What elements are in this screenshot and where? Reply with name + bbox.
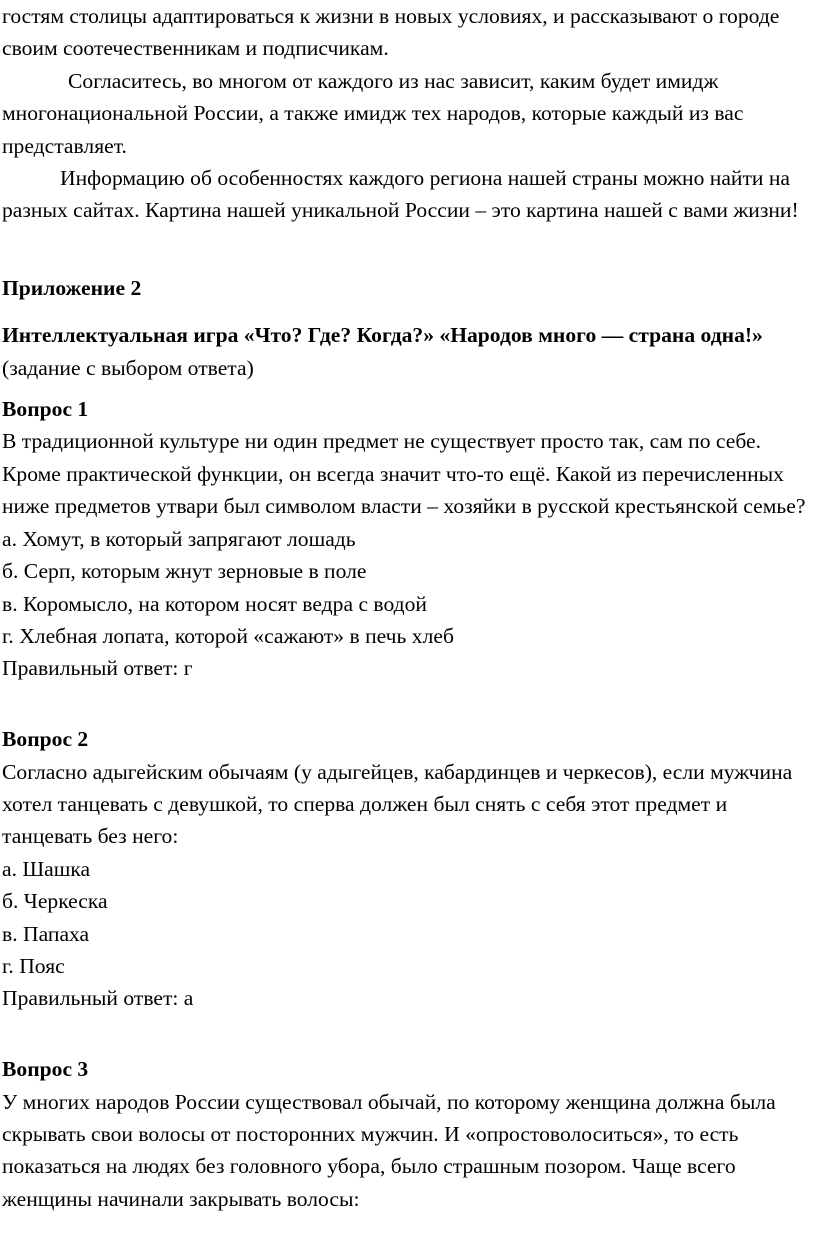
question-1-answer: Правильный ответ: г <box>2 656 193 681</box>
question-3-text: У многих народов России существовал обычай, по которому женщина должна была скрывать свои волосы от посторонних мужчин. И «опростоволоситься», то есть показаться на людях без головного убора, было страшным позором. Чаще всего женщины начинали закрывать волосы: <box>2 1089 776 1211</box>
question-2-text: Согласно адыгейским обычаям (у адыгейцев, кабардинцев и черкесов), если мужчина хотел танцевать с девушкой, то сперва должен был снять с себя этот предмет и танцевать без него: <box>2 759 793 849</box>
question-2-answer: Правильный ответ: а <box>2 986 194 1011</box>
spacer <box>2 304 810 319</box>
question-1-option-c: в. Коромысло, на котором носят ведра с водой <box>2 591 427 616</box>
game-subtitle: (задание с выбором ответа) <box>2 355 254 380</box>
question-1-text: В традиционной культуре ни один предмет не существует просто так, сам по себе. Кроме практической функции, он всегда значит что-то ещё. Какой из перечисленных ниже предметов утвари был символом власти – хозяйки в русской крестьянской семье? <box>2 429 806 519</box>
question-1-heading: Вопрос 1 <box>2 397 89 422</box>
question-2-option-a: а. Шашка <box>2 856 91 881</box>
question-2-option-c: в. Папаха <box>2 921 90 946</box>
question-3-heading: Вопрос 3 <box>2 1057 89 1082</box>
game-title: Интеллектуальная игра «Что? Где? Когда?» «Народов много — страна одна!» <box>2 323 763 348</box>
appendix-title: Приложение 2 <box>2 275 142 300</box>
question-2-option-d: г. Пояс <box>2 953 65 978</box>
question-1-option-d: г. Хлебная лопата, которой «сажают» в печь хлеб <box>2 623 454 648</box>
intro-paragraph-3: Информацию об особенностях каждого региона нашей страны можно найти на разных сайтах. Картина нашей уникальной России – это картина нашей с вами жизни! <box>2 166 799 223</box>
intro-paragraph-1: гостям столицы адаптироваться к жизни в новых условиях, и рассказывают о городе своим соотечественникам и подписчикам. <box>2 4 780 61</box>
spacer <box>2 227 810 272</box>
question-2-heading: Вопрос 2 <box>2 727 89 752</box>
spacer <box>2 1021 810 1053</box>
question-2-option-b: б. Черкеска <box>2 889 108 914</box>
spacer <box>2 691 810 723</box>
spacer <box>2 384 810 393</box>
intro-paragraph-2: Согласитесь, во многом от каждого из нас зависит, каким будет имидж многонациональной России, а также имидж тех народов, которые каждый из вас представляет. <box>2 68 744 158</box>
question-1-option-a: а. Хомут, в который запрягают лошадь <box>2 526 356 551</box>
question-1-option-b: б. Серп, которым жнут зерновые в поле <box>2 559 367 584</box>
game-heading <box>2 319 810 384</box>
